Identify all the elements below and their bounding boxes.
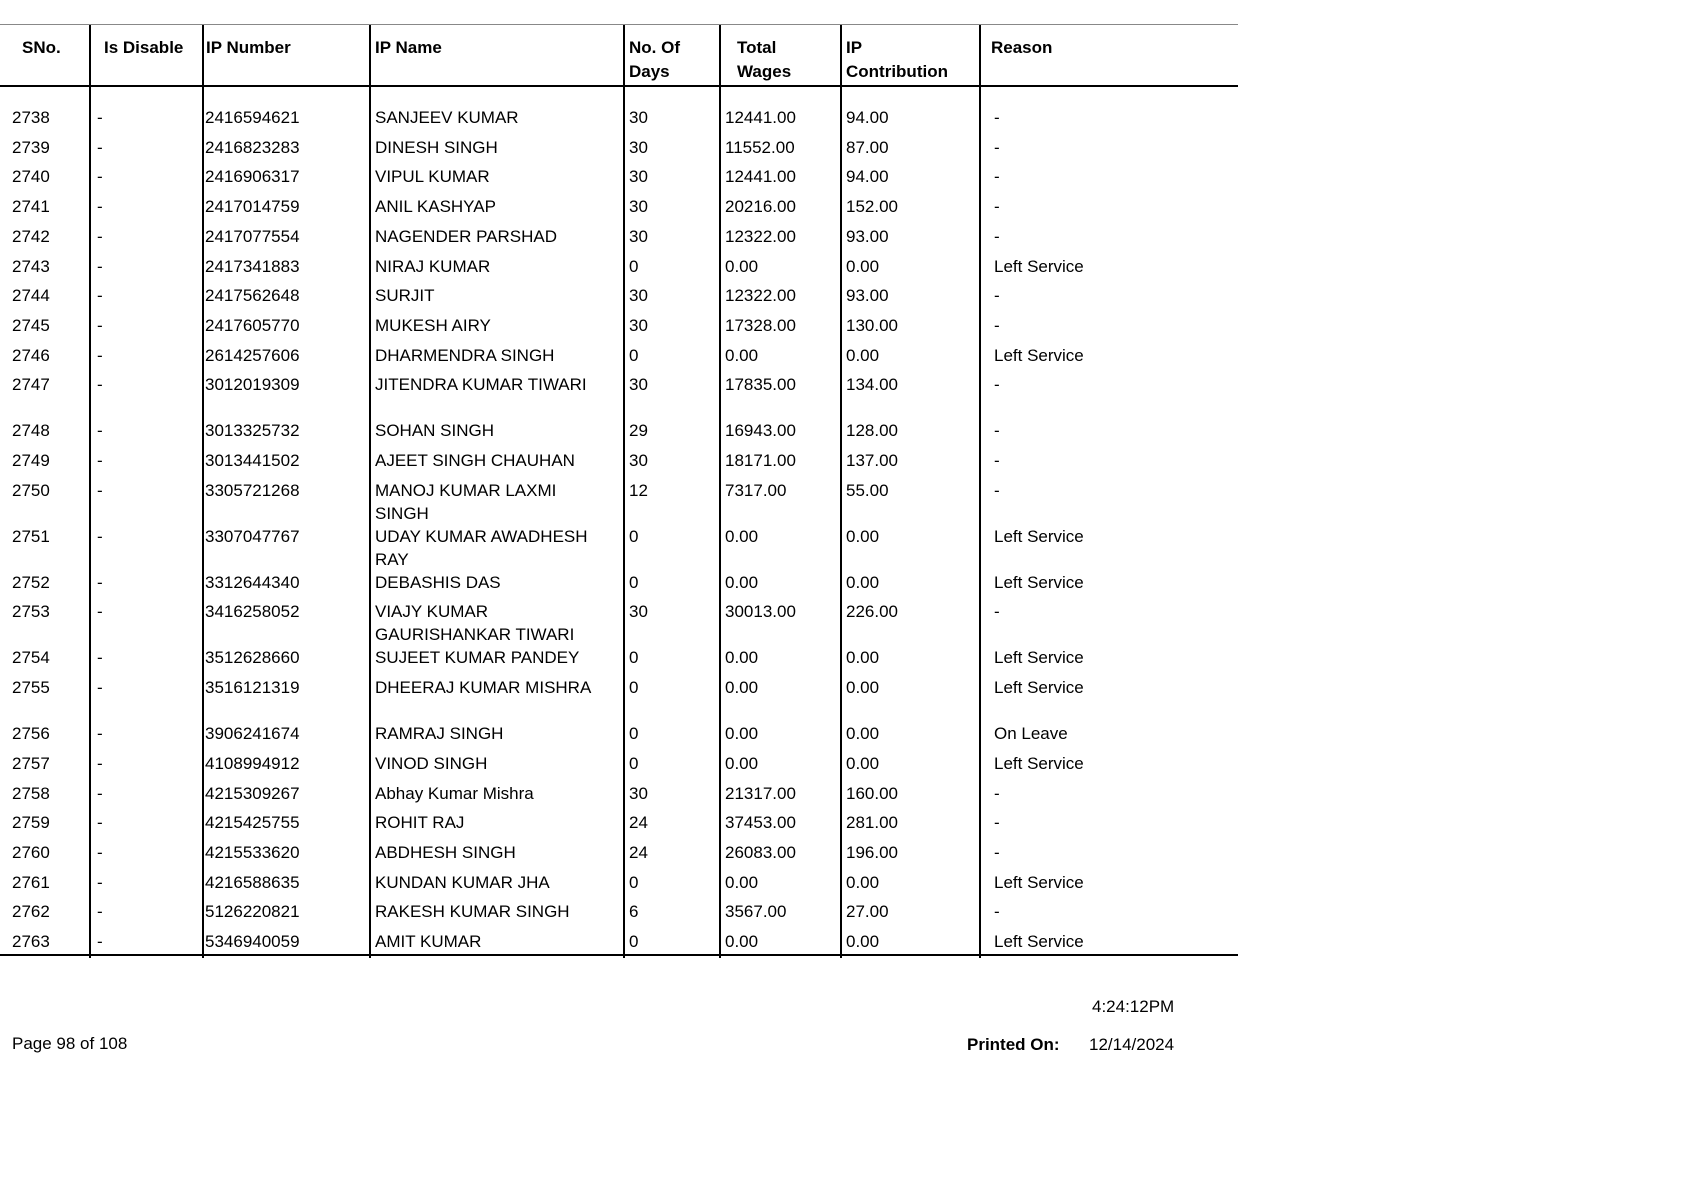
cell-wages: 12322.00 [725,226,796,246]
cell-is-disable: - [97,602,103,622]
cell-sno: 2742 [12,226,50,246]
cell-ip-name: ABDHESH SINGH [375,842,516,862]
header-contribution-line1: IP [846,38,863,57]
cell-contribution: 0.00 [846,345,880,365]
cell-wages: 3567.00 [725,902,787,922]
cell-days: 0 [629,932,639,951]
cell-is-disable: - [97,137,103,157]
cell-ip-name: VINOD SINGH [375,753,488,773]
cell-ip-number: 3013325732 [205,421,300,441]
cell-wages: 12441.00 [725,108,796,127]
cell-is-disable: - [97,480,103,500]
header-is-disable: Is Disable [104,38,184,57]
cell-wages: 30013.00 [725,602,796,622]
cell-wages: 11552.00 [725,137,795,157]
cell-is-disable: - [97,842,103,862]
cell-ip-number: 4216588635 [205,872,300,892]
cell-sno: 2761 [12,872,50,892]
cell-ip-name: ROHIT RAJ [375,813,465,833]
page-number: Page 98 of 108 [12,1034,128,1053]
cell-is-disable: - [97,286,103,306]
cell-reason: Left Service [994,256,1084,276]
cell-ip-number: 5126220821 [205,902,300,922]
cell-reason: Left Service [994,753,1084,773]
cell-sno: 2762 [12,902,50,922]
cell-ip-name: NIRAJ KUMAR [375,256,491,276]
cell-wages: 20216.00 [725,197,796,217]
cell-contribution: 128.00 [846,421,898,441]
cell-contribution: 130.00 [846,315,898,335]
cell-is-disable: - [97,753,103,773]
cell-reason: - [994,108,1000,127]
cell-reason: - [994,197,1000,217]
cell-wages: 0.00 [725,678,759,698]
cell-is-disable: - [97,345,103,365]
cell-sno: 2753 [12,602,50,622]
cell-days: 30 [629,286,648,306]
cell-is-disable: - [97,315,103,335]
column-divider [202,25,204,958]
cell-is-disable: - [97,108,103,127]
cell-sno: 2743 [12,256,50,276]
cell-ip-number: 2417562648 [205,286,300,306]
cell-ip-name: KUNDAN KUMAR JHA [375,872,550,892]
cell-wages: 17835.00 [725,375,796,395]
cell-ip-number: 3012019309 [205,375,300,395]
cell-sno: 2738 [12,108,50,127]
cell-ip-name: JITENDRA KUMAR TIWARI [375,375,587,395]
cell-sno: 2763 [12,932,50,951]
header-contribution [846,36,948,84]
cell-ip-number: 3906241674 [205,724,300,744]
cell-is-disable: - [97,256,103,276]
cell-days: 0 [629,572,639,592]
header-wages [725,36,791,84]
cell-contribution: 93.00 [846,286,889,306]
cell-reason: - [994,813,1000,833]
cell-reason: - [994,902,1000,922]
cell-reason: Left Service [994,345,1084,365]
cell-days: 12 [629,480,648,500]
cell-sno: 2756 [12,724,50,744]
cell-wages: 0.00 [725,526,759,546]
cell-days: 30 [629,375,648,395]
cell-days: 6 [629,902,639,922]
cell-ip-number: 3305721268 [205,480,300,500]
cell-is-disable: - [97,872,103,892]
cell-reason: - [994,375,1000,395]
header-bottom-rule [0,85,1238,87]
cell-wages: 0.00 [725,872,759,892]
header-wages-line2: Wages [737,62,792,81]
cell-is-disable: - [97,813,103,833]
cell-contribution: 0.00 [846,872,880,892]
cell-reason: - [994,842,1000,862]
cell-sno: 2747 [12,375,50,395]
cell-reason: Left Service [994,872,1084,892]
cell-ip-name: VIPUL KUMAR [375,167,490,187]
cell-is-disable: - [97,375,103,395]
cell-contribution: 0.00 [846,932,880,951]
table-bottom-rule [0,954,1238,956]
cell-reason: - [994,286,1000,306]
cell-wages: 12322.00 [725,286,796,306]
cell-days: 0 [629,526,639,546]
cell-wages: 0.00 [725,256,759,276]
cell-wages: 12441.00 [725,167,796,187]
cell-contribution: 27.00 [846,902,889,922]
cell-is-disable: - [97,226,103,246]
cell-days: 30 [629,108,648,127]
cell-wages: 0.00 [725,345,759,365]
cell-contribution: 0.00 [846,256,880,276]
cell-ip-number: 3416258052 [205,602,300,622]
cell-ip-name: RAMRAJ SINGH [375,724,504,744]
header-ip-name: IP Name [375,38,442,57]
cell-contribution: 94.00 [846,167,889,187]
cell-ip-number: 3516121319 [205,678,300,698]
cell-contribution: 0.00 [846,526,880,546]
cell-sno: 2741 [12,197,50,217]
cell-contribution: 196.00 [846,842,898,862]
cell-wages: 0.00 [725,572,759,592]
cell-ip-number: 2417341883 [205,256,300,276]
cell-sno: 2758 [12,783,50,803]
cell-reason: Left Service [994,572,1084,592]
cell-sno: 2746 [12,345,50,365]
cell-contribution: 93.00 [846,226,889,246]
cell-is-disable: - [97,421,103,441]
header-days-line2: Days [629,62,670,81]
cell-sno: 2745 [12,315,50,335]
cell-days: 30 [629,197,648,217]
column-divider [840,25,842,958]
cell-ip-name: AJEET SINGH CHAUHAN [375,451,575,470]
cell-days: 0 [629,872,639,892]
cell-sno: 2759 [12,813,50,833]
cell-ip-number: 3312644340 [205,572,300,592]
cell-contribution: 0.00 [846,724,880,744]
cell-contribution: 94.00 [846,108,889,127]
cell-is-disable: - [97,648,103,668]
cell-reason: - [994,315,1000,335]
cell-reason: Left Service [994,526,1084,546]
cell-wages: 0.00 [725,932,759,951]
cell-ip-name: SURJIT [375,286,435,306]
cell-ip-name: DHEERAJ KUMAR MISHRA [375,678,592,698]
header-wages-line1: Total [737,38,777,57]
cell-sno: 2757 [12,753,50,773]
cell-is-disable: - [97,902,103,922]
cell-ip-number: 5346940059 [205,932,300,951]
cell-sno: 2754 [12,648,50,668]
cell-days: 0 [629,753,639,773]
cell-reason: Left Service [994,648,1084,668]
cell-ip-name: DEBASHIS DAS [375,572,501,592]
cell-ip-name: MANOJ KUMAR LAXMI SINGH [375,480,557,523]
cell-days: 30 [629,315,648,335]
cell-ip-name: SOHAN SINGH [375,421,495,441]
cell-days: 30 [629,783,648,803]
cell-days: 0 [629,648,639,668]
cell-is-disable: - [97,932,103,951]
cell-contribution: 137.00 [846,451,898,470]
cell-days: 24 [629,813,648,833]
printed-on-label: Printed On: [967,1035,1060,1054]
cell-days: 0 [629,678,639,698]
cell-reason: - [994,602,1000,622]
cell-wages: 21317.00 [725,783,796,803]
cell-days: 0 [629,256,639,276]
cell-ip-name: RAKESH KUMAR SINGH [375,902,570,922]
cell-ip-number: 2417605770 [205,315,300,335]
cell-is-disable: - [97,678,103,698]
cell-ip-number: 3013441502 [205,451,300,470]
header-ip-number: IP Number [206,38,291,57]
cell-ip-name: Abhay Kumar Mishra [375,783,534,803]
cell-ip-number: 2614257606 [205,345,300,365]
cell-days: 0 [629,345,639,365]
cell-ip-number: 4108994912 [205,753,300,773]
cell-ip-name: SUJEET KUMAR PANDEY [375,648,580,668]
cell-contribution: 55.00 [846,480,889,500]
cell-days: 30 [629,226,648,246]
cell-sno: 2751 [12,526,50,546]
header-sno: SNo. [22,38,61,57]
cell-sno: 2749 [12,451,50,470]
cell-is-disable: - [97,572,103,592]
cell-days: 30 [629,167,648,187]
cell-wages: 0.00 [725,753,759,773]
cell-sno: 2744 [12,286,50,306]
cell-sno: 2755 [12,678,50,698]
cell-contribution: 226.00 [846,602,898,622]
cell-ip-name: UDAY KUMAR AWADHESH RAY [375,526,588,569]
header-days [629,36,680,84]
cell-ip-number: 4215309267 [205,783,300,803]
cell-ip-number: 4215533620 [205,842,300,862]
cell-ip-name: DHARMENDRA SINGH [375,345,555,365]
cell-days: 30 [629,451,648,470]
cell-sno: 2750 [12,480,50,500]
cell-ip-number: 2416906317 [205,167,300,187]
column-divider [89,25,91,958]
cell-reason: - [994,783,1000,803]
cell-reason: On Leave [994,724,1068,744]
cell-reason: - [994,226,1000,246]
cell-ip-number: 2417014759 [205,197,300,217]
cell-sno: 2739 [12,137,50,157]
column-divider [979,25,981,958]
cell-sno: 2752 [12,572,50,592]
cell-wages: 18171.00 [725,451,796,470]
cell-ip-name: DINESH SINGH [375,137,498,157]
table-top-rule [0,24,1238,25]
cell-days: 29 [629,421,648,441]
cell-ip-name: MUKESH AIRY [375,315,491,335]
cell-sno: 2748 [12,421,50,441]
cell-ip-number: 4215425755 [205,813,300,833]
cell-ip-name: SANJEEV KUMAR [375,108,519,127]
column-divider [719,25,721,958]
cell-wages: 0.00 [725,724,759,744]
cell-contribution: 160.00 [846,783,898,803]
cell-reason: Left Service [994,678,1084,698]
cell-wages: 7317.00 [725,480,787,500]
cell-ip-number: 2417077554 [205,226,300,246]
header-contribution-line2: Contribution [846,62,948,81]
cell-reason: Left Service [994,932,1084,951]
cell-sno: 2740 [12,167,50,187]
cell-ip-name: VIAJY KUMAR GAURISHANKAR TIWARI [375,602,575,645]
cell-wages: 0.00 [725,648,759,668]
cell-ip-number: 3512628660 [205,648,300,668]
print-time: 4:24:12PM [1092,997,1175,1016]
cell-is-disable: - [97,783,103,803]
cell-ip-number: 3307047767 [205,526,300,546]
cell-wages: 37453.00 [725,813,796,833]
cell-reason: - [994,421,1000,441]
header-days-line1: No. Of [629,38,680,57]
cell-days: 30 [629,602,648,622]
cell-contribution: 134.00 [846,375,898,395]
cell-reason: - [994,480,1000,500]
column-divider [623,25,625,958]
cell-wages: 26083.00 [725,842,796,862]
cell-days: 24 [629,842,648,862]
cell-days: 30 [629,137,648,157]
cell-contribution: 152.00 [846,197,898,217]
cell-reason: - [994,137,1000,157]
cell-sno: 2760 [12,842,50,862]
cell-contribution: 0.00 [846,753,880,773]
cell-reason: - [994,167,1000,187]
cell-ip-number: 2416594621 [205,108,300,127]
cell-is-disable: - [97,197,103,217]
cell-reason: - [994,451,1000,470]
cell-contribution: 0.00 [846,648,880,668]
cell-wages: 16943.00 [725,421,796,441]
cell-is-disable: - [97,724,103,744]
cell-ip-name: ANIL KASHYAP [375,197,496,217]
cell-contribution: 87.00 [846,137,889,157]
cell-contribution: 281.00 [846,813,898,833]
cell-ip-name: AMIT KUMAR [375,932,482,951]
cell-contribution: 0.00 [846,572,880,592]
header-reason: Reason [991,38,1053,57]
column-divider [369,25,371,958]
cell-days: 0 [629,724,639,744]
cell-ip-number: 2416823283 [205,137,300,157]
cell-is-disable: - [97,451,103,470]
cell-is-disable: - [97,167,103,187]
cell-contribution: 0.00 [846,678,880,698]
print-date: 12/14/2024 [1089,1035,1175,1054]
cell-wages: 17328.00 [725,315,796,335]
cell-ip-name: NAGENDER PARSHAD [375,226,557,246]
cell-is-disable: - [97,526,103,546]
